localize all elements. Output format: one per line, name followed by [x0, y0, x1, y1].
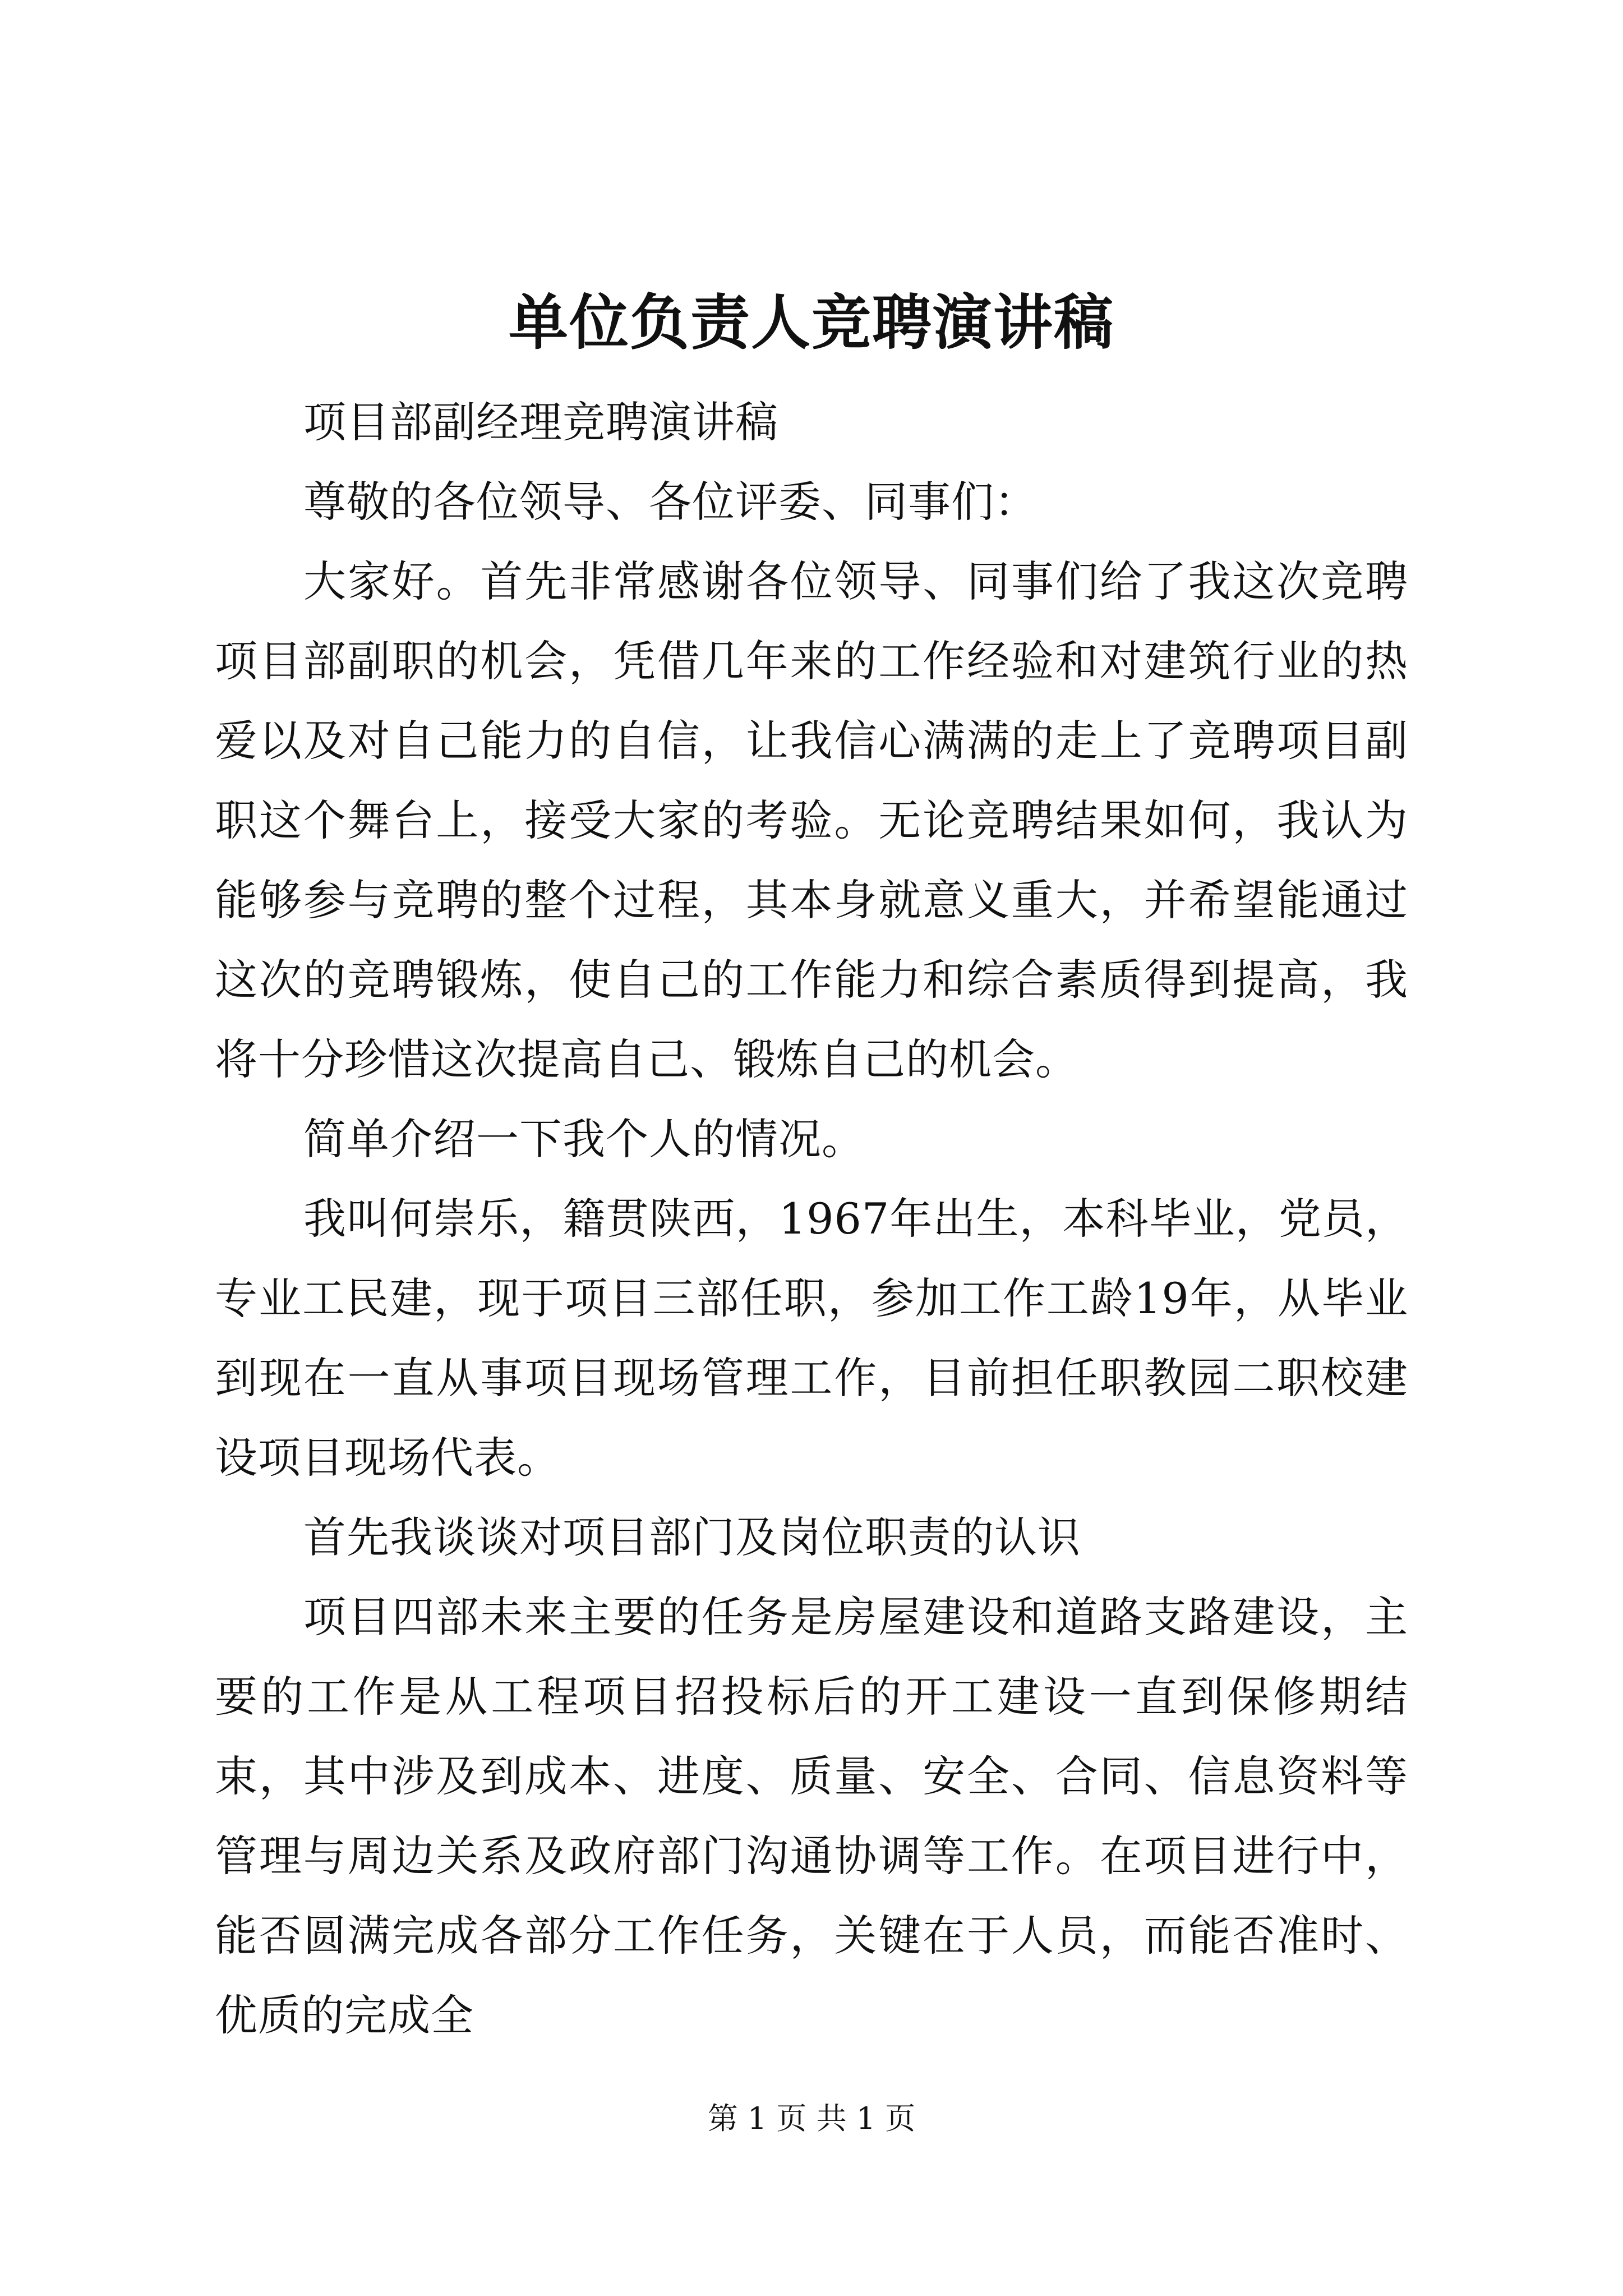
paragraph-self-introduction: 我叫何崇乐，籍贯陕西，1967年出生，本科毕业，党员，专业工民建，现于项目三部任职，参加工作工龄19年，从毕业到现在一直从事项目现场管理工作，目前担任职教园二职校建设项目现场代表。	[215, 1194, 1408, 1483]
paragraph-salutation: 尊敬的各位领导、各位评委、同事们：	[303, 477, 1038, 527]
paragraph-opening: 大家好。首先非常感谢各位领导、同事们给了我这次竞聘项目部副职的机会，凭借几年来的工作经验和对建筑行业的热爱以及对自己能力的自信，让我信心满满的走上了竞聘项目副职这个舞台上，接受大家的考验。无论竞聘结果如何，我认为能够参与竞聘的整个过程，其本身就意义重大，并希望能通过这次的竞聘锻炼，使自己的工作能力和综合素质得到提高，我将十分珍惜这次提高自己、锻炼自己的机会。	[215, 556, 1408, 1084]
paragraph-section-heading: 首先我谈谈对项目部门及岗位职责的认识	[303, 1512, 1081, 1562]
paragraph-subtitle: 项目部副经理竞聘演讲稿	[303, 397, 778, 447]
page-footer: 第 1 页 共 1 页	[707, 2101, 916, 2136]
paragraph-intro-heading: 简单介绍一下我个人的情况。	[303, 1114, 865, 1164]
paragraph-department-duties: 项目四部未来主要的任务是房屋建设和道路支路建设，主要的工作是从工程项目招投标后的开工建设一直到保修期结束，其中涉及到成本、进度、质量、安全、合同、信息资料等管理与周边关系及政府部门沟通协调等工作。在项目进行中，能否圆满完成各部分工作任务，关键在于人员，而能否准时、优质的完成全	[215, 1592, 1408, 2040]
document-body	[215, 383, 1408, 2055]
document-title: 单位负责人竞聘演讲稿	[509, 287, 1114, 357]
